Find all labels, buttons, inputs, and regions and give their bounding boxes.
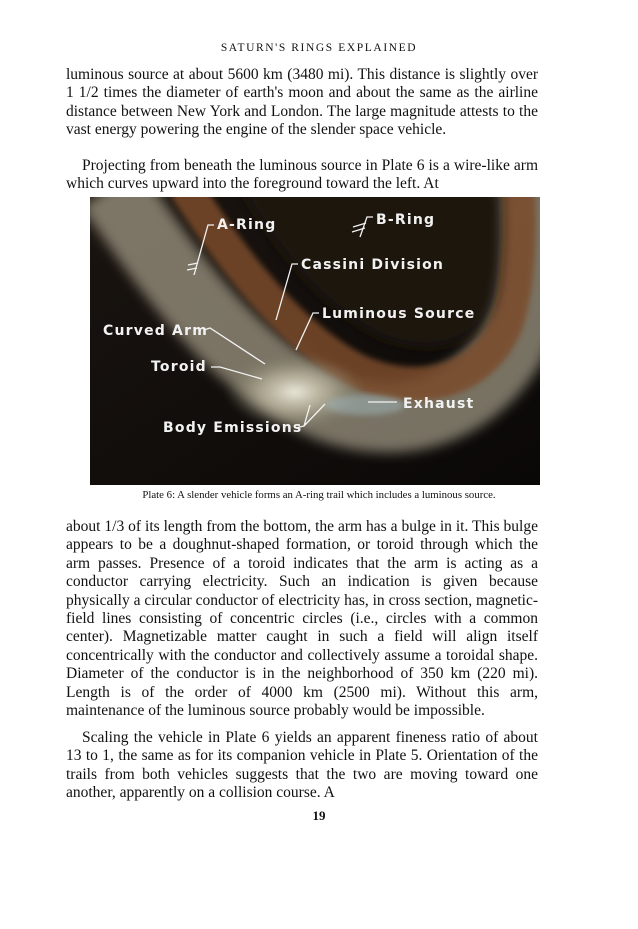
- label-curved-arm: Curved Arm: [103, 323, 208, 339]
- label-b-ring: B-Ring: [376, 212, 436, 228]
- body-paragraph-4: Scaling the vehicle in Plate 6 yields an apparent fineness ratio of about 13 to 1, the same as for its companion vehicle in Plate 5. Orientation of the trails from both vehicles suggests that the two are moving toward one another, apparently on a collision course. A: [66, 729, 538, 802]
- body-paragraph-3: about 1/3 of its length from the bottom, the arm has a bulge in it. This bulge appears to be a doughnut-shaped formation, or toroid through which the arm passes. Presence of a toroid indicates that the arm is acting as a conductor carrying electricity. Such an indication is given because physically a circular conductor of electricity has, in cross section, magnetic-field lines consisting of concentric circles (i.e., circles with a common center). Magnetizable matter caught in such a field will align itself concentrically with the conductor and collectively assume a toroidal shape. Diameter of the conductor is in the neighborhood of 350 km (220 mi). Length is of the order of 4000 km (2500 mi). Without this arm, maintenance of the luminous source probably would be impossible.: [66, 518, 538, 720]
- label-toroid: Toroid: [151, 359, 207, 375]
- label-exhaust: Exhaust: [403, 396, 475, 412]
- label-luminous-source: Luminous Source: [322, 306, 476, 322]
- exhaust-glow: [325, 395, 405, 415]
- label-body-emissions: Body Emissions: [163, 420, 303, 436]
- page-number: 19: [312, 808, 326, 823]
- body-paragraph-1: luminous source at about 5600 km (3480 mi). This distance is slightly over 1 1/2 times the diameter of earth's moon and about the same as the airline distance between New York and London. The large magnitude attests to the vast energy powering the engine of the slender space vehicle.: [66, 66, 538, 139]
- luminous-glow: [225, 354, 365, 430]
- body-paragraph-2: Projecting from beneath the luminous source in Plate 6 is a wire-like arm which curves upward into the foreground toward the left. At: [66, 157, 538, 193]
- plate-caption: Plate 6: A slender vehicle forms an A-ring trail which includes a luminous source.: [142, 489, 496, 501]
- label-cassini-division: Cassini Division: [301, 257, 445, 273]
- plate-6-photograph: [90, 197, 540, 485]
- running-head: SATURN'S RINGS EXPLAINED: [220, 42, 418, 54]
- label-a-ring: A-Ring: [217, 217, 277, 233]
